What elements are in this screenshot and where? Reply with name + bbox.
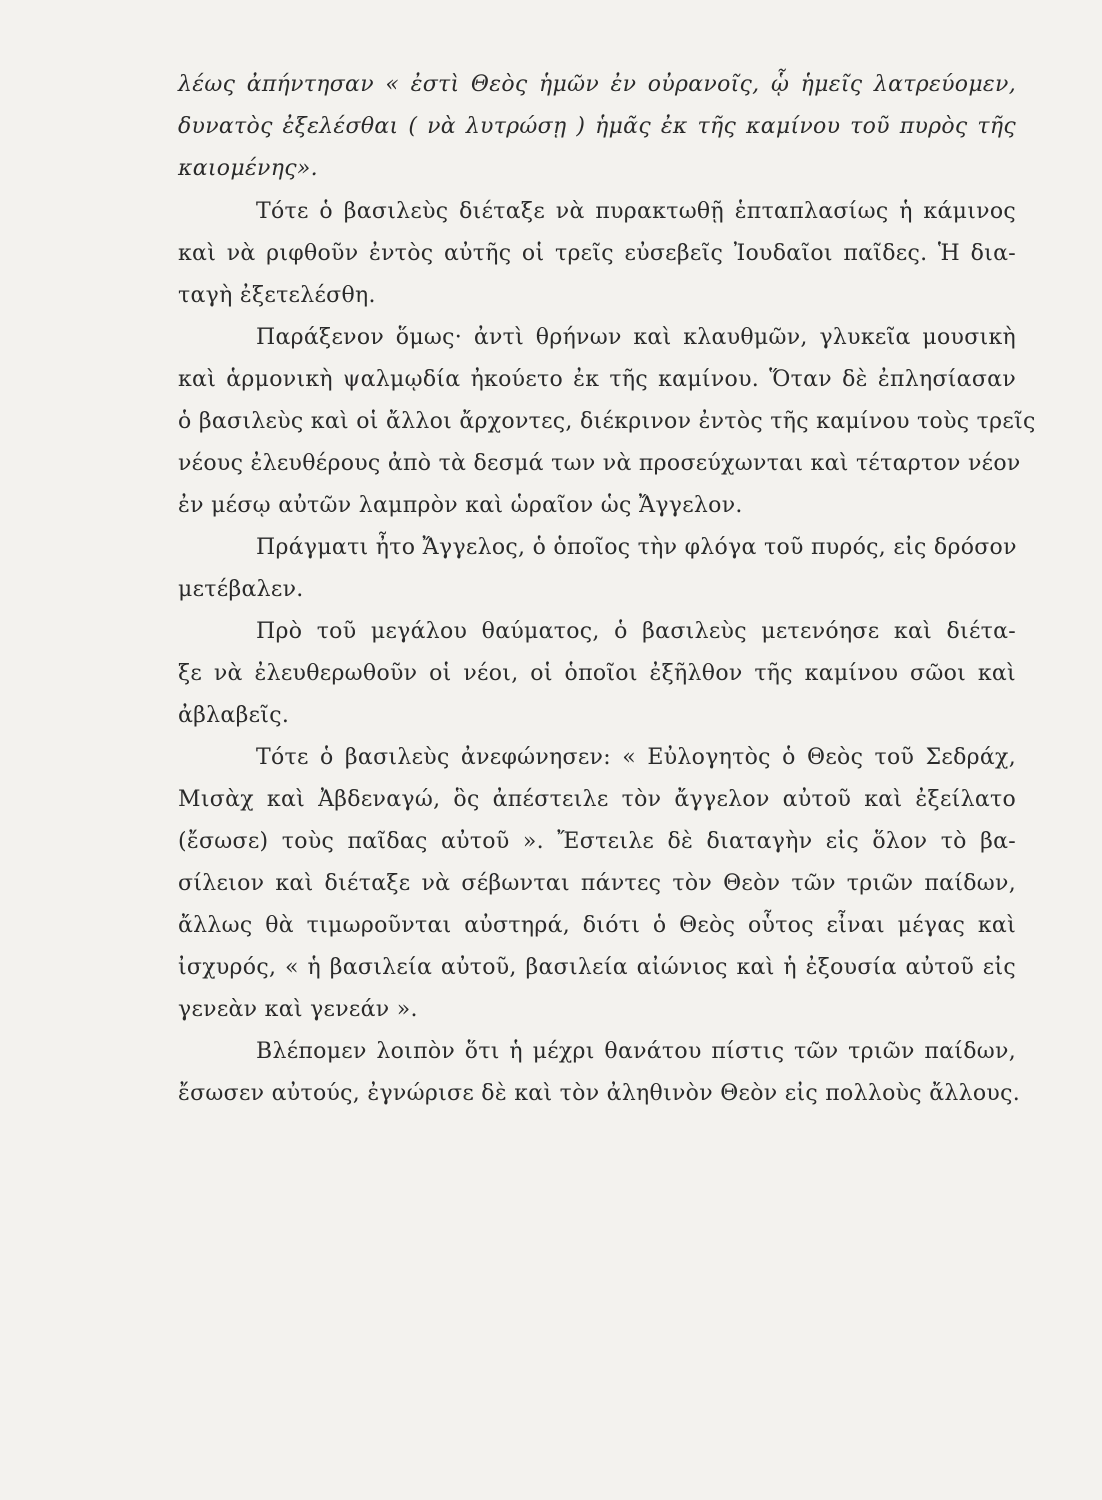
text-line: Τότε ὁ βασιλεὺς ἀνεφώνησεν: « Εὐλογητὸς ὁ Θεὸς τοῦ Σεδράχ,: [256, 745, 1016, 770]
text-line: Μισὰχ καὶ Ἀβδεναγώ, ὃς ἀπέστειλε τὸν ἄγγελον αὐτοῦ καὶ ἐξείλατο: [178, 787, 1016, 812]
text-line: ἀβλαβεῖς.: [178, 703, 290, 728]
text-line: μετέβαλεν.: [178, 577, 304, 602]
text-line: ἄλλως θὰ τιμωροῦνται αὐστηρά, διότι ὁ Θεὸς οὗτος εἶναι μέγας καὶ: [178, 913, 1016, 938]
text-line: ξε νὰ ἐλευθερωθοῦν οἱ νέοι, οἱ ὁποῖοι ἐξῆλθον τῆς καμίνου σῶοι καὶ: [178, 661, 1016, 686]
text-line: Βλέπομεν λοιπὸν ὅτι ἡ μέχρι θανάτου πίστις τῶν τριῶν παίδων,: [256, 1039, 1016, 1064]
text-line: ἐν μέσῳ αὐτῶν λαμπρὸν καὶ ὡραῖον ὡς Ἄγγελον.: [178, 493, 743, 518]
text-line: καὶ νὰ ριφθοῦν ἐντὸς αὐτῆς οἱ τρεῖς εὐσεβεῖς Ἰουδαῖοι παῖδες. Ἡ δια-: [178, 241, 1016, 266]
text-line: Παράξενον ὅμως· ἀντὶ θρήνων καὶ κλαυθμῶν, γλυκεῖα μουσικὴ: [256, 325, 1016, 350]
text-line: δυνατὸς ἐξελέσθαι ( νὰ λυτρώσῃ ) ἡμᾶς ἐκ τῆς καμίνου τοῦ πυρὸς τῆς: [178, 114, 1016, 139]
text-line: καὶ ἁρμονικὴ ψαλμῳδία ἠκούετο ἐκ τῆς καμίνου. Ὅταν δὲ ἐπλησίασαν: [178, 367, 1016, 392]
text-line: ἔσωσεν αὐτούς, ἐγνώρισε δὲ καὶ τὸν ἀληθινὸν Θεὸν εἰς πολλοὺς ἄλλους.: [178, 1081, 1020, 1106]
text-line: Πρὸ τοῦ μεγάλου θαύματος, ὁ βασιλεὺς μετενόησε καὶ διέτα-: [256, 619, 1016, 644]
text-line: (ἔσωσε) τοὺς παῖδας αὐτοῦ ». Ἔστειλε δὲ διαταγὴν εἰς ὅλον τὸ βα-: [178, 829, 1016, 854]
text-line: νέους ἐλευθέρους ἀπὸ τὰ δεσμά των νὰ προσεύχωνται καὶ τέταρτον νέον: [178, 451, 1021, 476]
text-line: λέως ἀπήντησαν « ἐστὶ Θεὸς ἡμῶν ἐν οὐρανοῖς, ᾧ ἡμεῖς λατρεύομεν,: [178, 72, 1016, 97]
text-line: ἰσχυρός, « ἡ βασιλεία αὐτοῦ, βασιλεία αἰώνιος καὶ ἡ ἐξουσία αὐτοῦ εἰς: [178, 955, 1016, 980]
text-line: σίλειον καὶ διέταξε νὰ σέβωνται πάντες τὸν Θεὸν τῶν τριῶν παίδων,: [178, 871, 1016, 896]
text-line: καιομένης».: [178, 156, 318, 181]
text-line: Πράγματι ἦτο Ἄγγελος, ὁ ὁποῖος τὴν φλόγα τοῦ πυρός, εἰς δρόσον: [256, 535, 1017, 560]
text-line: ὁ βασιλεὺς καὶ οἱ ἄλλοι ἄρχοντες, διέκρινον ἐντὸς τῆς καμίνου τοὺς τρεῖς: [178, 409, 1036, 434]
text-line: ταγὴ ἐξετελέσθη.: [178, 283, 376, 308]
text-line: γενεὰν καὶ γενεάν ».: [178, 997, 418, 1022]
text-line: Τότε ὁ βασιλεὺς διέταξε νὰ πυρακτωθῇ ἑπταπλασίως ἡ κάμινος: [256, 199, 1016, 224]
